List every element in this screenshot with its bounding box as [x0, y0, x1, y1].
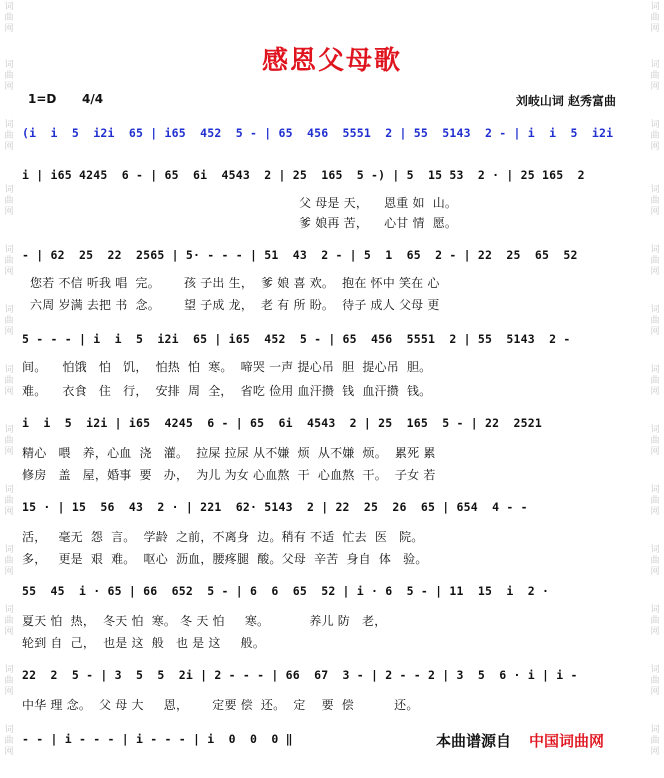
lyrics-verse-1: 您若 不信 听我 唱 完。 孩 子出 生， 爹 娘 喜 欢。 抱在 怀中 笑在 心 — [22, 276, 440, 290]
watermark-right: 词 曲 网 — [650, 545, 660, 577]
watermark-right: 词 曲 网 — [650, 725, 660, 757]
watermark-right: 词 曲 网 — [650, 305, 660, 337]
song-title: 感恩父母歌 — [261, 46, 402, 76]
watermark-left: 词 曲 网 — [4, 725, 14, 757]
watermark-left: 词 曲 网 — [4, 485, 14, 517]
watermark-right: 词 曲 网 — [650, 365, 660, 397]
watermark-left: 词 曲 网 — [4, 185, 14, 217]
notation-line: - - | i - - - | i - - - | i 0 0 0 ‖ — [22, 732, 293, 746]
watermark-left: 词 曲 网 — [4, 545, 14, 577]
notation-line: 22 2 5 - | 3 5 5 2i | 2 - - - | 66 67 3 - | 2 - - 2 | 3 5 6 · i | i - — [22, 668, 578, 682]
notation-line: (i i 5 i2i 65 | i65 452 5 - | 65 456 5551 2 | 55 5143 2 - | i i 5 i2i — [22, 126, 614, 140]
watermark-left: 词 曲 网 — [4, 2, 14, 34]
watermark-left: 词 曲 网 — [4, 60, 14, 92]
lyrics-verse-1: 活， 毫无 怨 言。 学龄 之前，不离身 边。稍有 不适 忙去 医 院。 — [22, 530, 424, 544]
credits: 刘岐山词 赵秀富曲 — [515, 94, 616, 108]
watermark-left: 词 曲 网 — [4, 365, 14, 397]
watermark-right: 词 曲 网 — [650, 2, 660, 34]
notation-line: i i 5 i2i | i65 4245 6 - | 65 6i 4543 2 | 25 165 5 - | 22 2521 — [22, 416, 543, 430]
notation-line: i | i65 4245 6 - | 65 6i 4543 2 | 25 165 5 -) | 5 15 53 2 · | 25 165 2 — [22, 168, 585, 182]
lyrics-verse-2: 六周 岁满 去把 书 念。 望 子成 龙， 老 有 所 盼。 待子 成人 父母 更 — [22, 298, 440, 312]
watermark-right: 词 曲 网 — [650, 120, 660, 152]
key-signature: 1=D — [28, 92, 57, 106]
watermark-right: 词 曲 网 — [650, 485, 660, 517]
watermark-right: 词 曲 网 — [650, 60, 660, 92]
watermark-right: 词 曲 网 — [650, 245, 660, 277]
watermark-left: 词 曲 网 — [4, 245, 14, 277]
notation-line: 15 · | 15 56 43 2 · | 221 62· 5143 2 | 22 25 26 65 | 654 4 - - — [22, 500, 528, 514]
lyrics-verse-2: 难。 衣食 住 行， 安排 周 全， 省吃 俭用 血汗攒 钱 血汗攒 钱。 — [22, 384, 432, 398]
watermark-right: 词 曲 网 — [650, 665, 660, 697]
source-label: 本曲谱源自 — [436, 732, 512, 750]
lyrics-verse-1: 间。 怕饿 怕 饥， 怕热 怕 寒。 啼哭 一声 提心吊 胆 提心吊 胆。 — [22, 360, 432, 374]
notation-line: 55 45 i · 65 | 66 652 5 - | 6 6 65 52 | i · 6 5 - | 11 15 i 2 · — [22, 584, 550, 598]
watermark-left: 词 曲 网 — [4, 605, 14, 637]
watermark-left: 词 曲 网 — [4, 425, 14, 457]
watermark-left: 词 曲 网 — [4, 665, 14, 697]
lyrics-verse-1: 夏天 怕 热， 冬天 怕 寒。 冬 天 怕 寒。 养儿 防 老， — [22, 614, 387, 628]
lyrics-verse-1: 父 母是 天， 恩重 如 山。 — [22, 196, 458, 210]
watermark-right: 词 曲 网 — [650, 605, 660, 637]
notation-line: - | 62 25 22 2565 | 5· - - - | 51 43 2 - | 5 1 65 2 - | 22 25 65 52 — [22, 248, 578, 262]
time-signature: 4/4 — [82, 92, 104, 106]
watermark-left: 词 曲 网 — [4, 120, 14, 152]
notation-line: 5 - - - | i i 5 i2i 65 | i65 452 5 - | 65 456 5551 2 | 55 5143 2 - — [22, 332, 571, 346]
watermark-left: 词 曲 网 — [4, 305, 14, 337]
lyrics-verse-1: 中华 理 念。 父 母 大 恩， 定要 偿 还。 定 要 偿 还。 — [22, 698, 419, 712]
source-credit — [436, 730, 604, 751]
lyrics-verse-2: 修房 盖 屋，婚事 要 办， 为儿 为女 心血熬 干 心血熬 干。 子女 若 — [22, 468, 436, 482]
watermark-right: 词 曲 网 — [650, 425, 660, 457]
lyrics-verse-2: 轮到 自 己， 也是 这 般 也 是 这 般。 — [22, 636, 266, 650]
lyrics-verse-2: 爹 娘再 苦， 心甘 情 愿。 — [22, 216, 458, 230]
lyrics-verse-2: 多， 更是 艰 难。 呕心 沥血，腰疼腿 酸。父母 辛苦 身自 体 验。 — [22, 552, 428, 566]
watermark-right: 词 曲 网 — [650, 185, 660, 217]
site-name[interactable]: 中国词曲网 — [529, 732, 605, 750]
lyrics-verse-1: 精心 喂 养，心血 浇 灌。 拉屎 拉尿 从不嫌 烦 从不嫌 烦。 累死 累 — [22, 446, 436, 460]
